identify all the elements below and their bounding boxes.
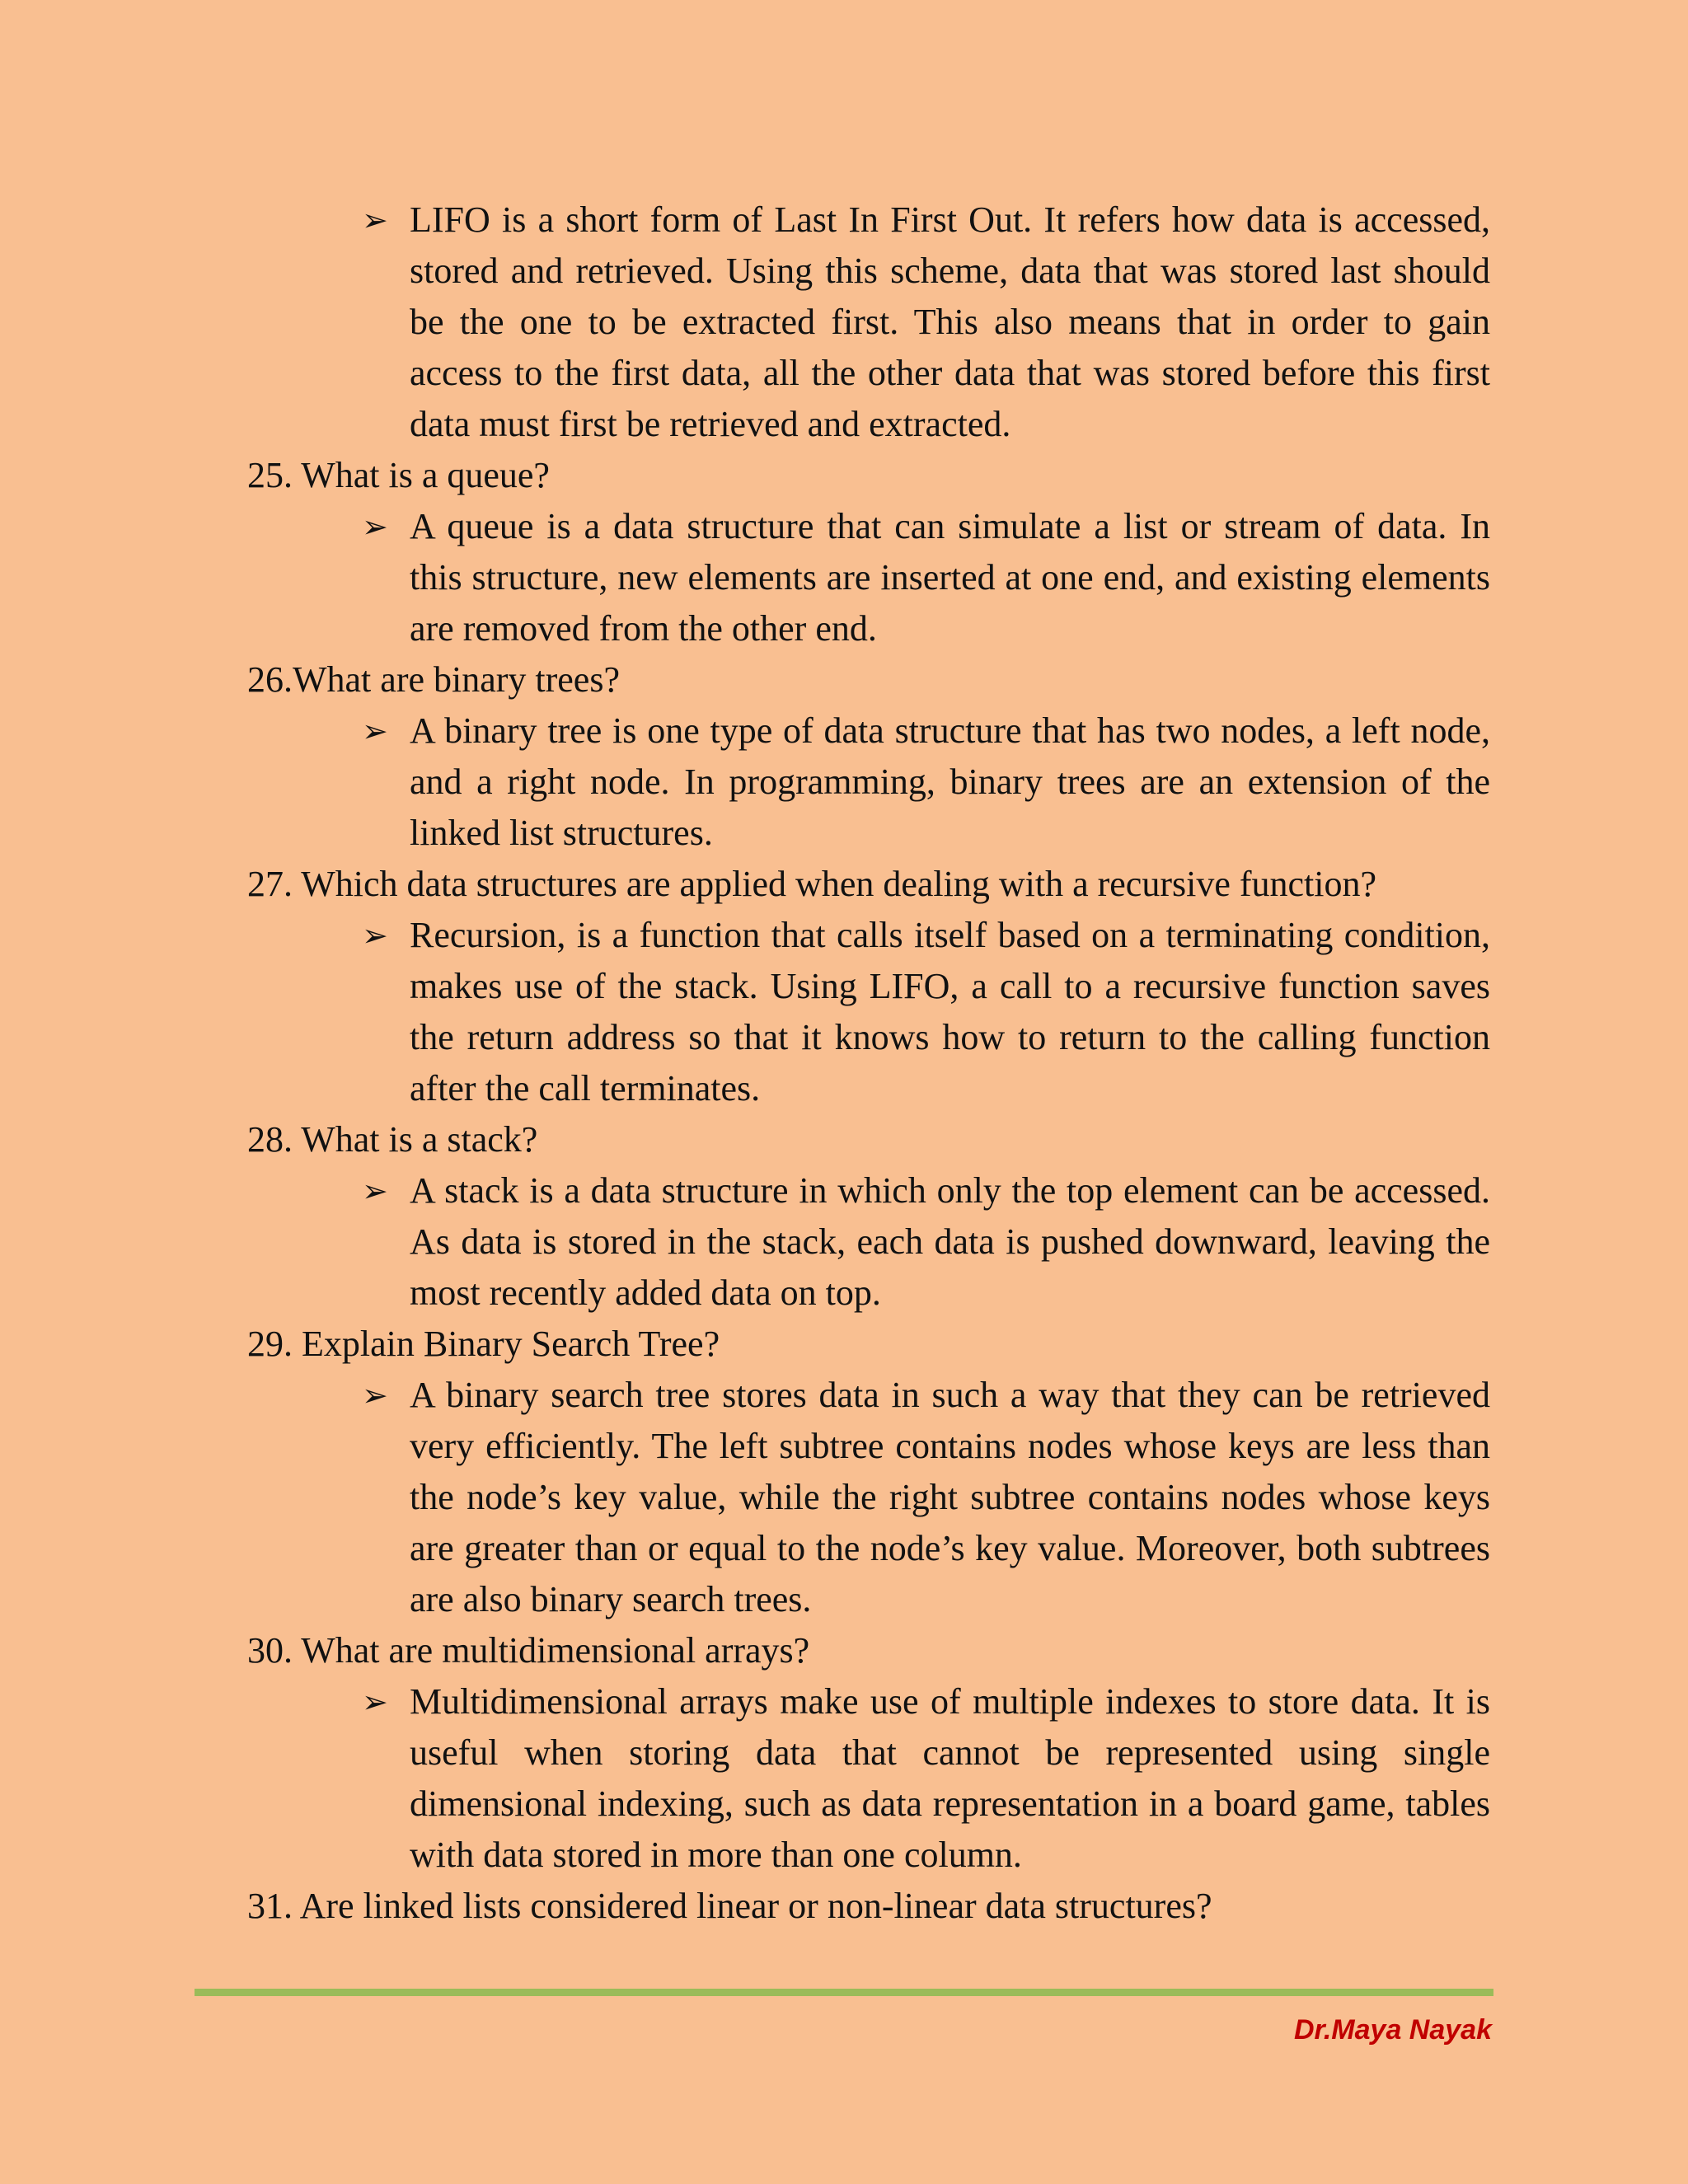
arrow-bullet-icon: ➢: [362, 509, 388, 545]
answer-stack: [362, 1165, 1490, 1319]
answer-text: A stack is a data structure in which only the top element can be accessed. As data is stored in the stack, each data is pushed downward, leaving the most recently added data on top.: [410, 1170, 1490, 1313]
arrow-bullet-icon: ➢: [362, 1377, 388, 1413]
answer-lifo: [362, 194, 1490, 450]
arrow-bullet-icon: ➢: [362, 202, 388, 238]
question-26: 26.What are binary trees?: [247, 659, 620, 700]
footer-divider: [195, 1989, 1493, 1996]
answer-text: Recursion, is a function that calls itself based on a terminating condition, makes use of the stack. Using LIFO, a call to a recursive function saves the return address so that it knows how to return to the calling function after the call terminates.: [410, 915, 1490, 1108]
answer-bst: [362, 1370, 1490, 1625]
answer-text: A binary search tree stores data in such a way that they can be retrieved very efficiently. The left subtree contains nodes whose keys are less than the node’s key value, while the right subtree contains nodes whose keys are greater than or equal to the node’s key value. Moreover, both subtrees are also binary search trees.: [410, 1375, 1490, 1619]
arrow-bullet-icon: ➢: [362, 917, 388, 954]
question-29: 29. Explain Binary Search Tree?: [247, 1324, 720, 1364]
arrow-bullet-icon: ➢: [362, 1173, 388, 1209]
arrow-bullet-icon: ➢: [362, 713, 388, 749]
question-27: 27. Which data structures are applied when dealing with a recursive function?: [247, 864, 1377, 904]
question-28: 28. What is a stack?: [247, 1119, 538, 1160]
question-25: 25. What is a queue?: [247, 455, 550, 495]
answer-recursion: [362, 910, 1490, 1114]
question-30: 30. What are multidimensional arrays?: [247, 1630, 810, 1671]
answer-text: Multidimensional arrays make use of multiple indexes to store data. It is useful when storing data that cannot be represented using single dimensional indexing, such as data representation in a board game, tables with data stored in more than one column.: [410, 1681, 1490, 1875]
arrow-bullet-icon: ➢: [362, 1684, 388, 1720]
answer-multidimensional-arrays: [362, 1676, 1490, 1881]
question-31: 31. Are linked lists considered linear or non-linear data structures?: [247, 1886, 1212, 1926]
answer-queue: [362, 501, 1490, 654]
answer-text: A binary tree is one type of data structure that has two nodes, a left node, and a right node. In programming, binary trees are an extension of the linked list structures.: [410, 710, 1490, 853]
answer-text: LIFO is a short form of Last In First Out. It refers how data is accessed, stored and retrieved. Using this scheme, data that was stored last should be the one to be extracted first. This also means that in order to gain access to the first data, all the other data that was stored before this first data must first be retrieved and extracted.: [410, 199, 1490, 444]
qa-content: [247, 194, 1490, 1932]
footer-author: Dr.Maya Nayak: [1293, 2014, 1492, 2046]
answer-text: A queue is a data structure that can simulate a list or stream of data. In this structure, new elements are inserted at one end, and existing elements are removed from the other end.: [410, 506, 1490, 649]
answer-binary-trees: [362, 705, 1490, 859]
